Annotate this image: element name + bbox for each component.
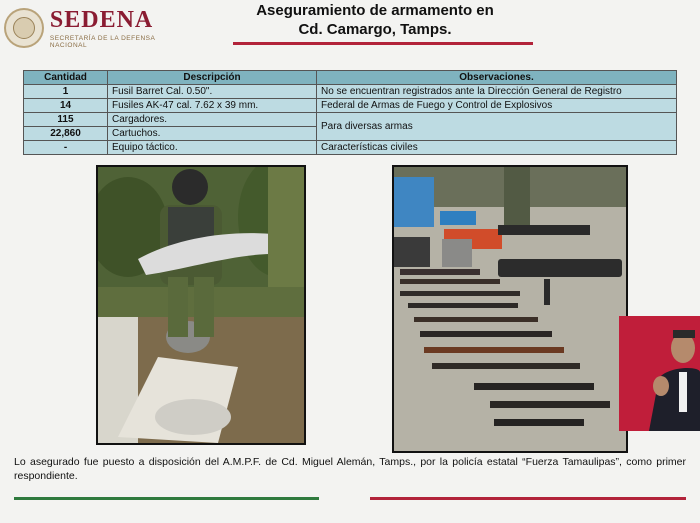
header-cantidad: Cantidad [24,71,108,85]
page-title [200,1,550,39]
header-descripcion: Descripción [108,71,317,85]
title-line-1: Aseguramiento de armamento en [256,2,494,19]
photo-weapons-illustration [394,167,626,451]
interpreter-illustration [619,316,700,431]
photo-seized-weapons [392,165,628,453]
interpreter-inset [619,316,700,431]
cell-qty: 1 [24,85,108,99]
footer-red-rule [370,497,686,500]
header-observaciones: Observaciones. [317,71,677,85]
photo-soldier-with-package [96,165,306,445]
sedena-logo [4,6,194,50]
cell-qty: 22,860 [24,127,108,141]
cell-qty: 14 [24,99,108,113]
cell-desc: Equipo táctico. [108,141,317,155]
logo-name: SEDENA [49,6,154,33]
table-header-row [24,71,677,85]
cell-obs: No se encuentran registrados ante la Dirección General de Registro [317,85,677,99]
inventory-table [23,70,677,155]
cell-obs: Federal de Armas de Fuego y Control de Explosivos [317,99,677,113]
footer-green-rule [14,497,319,500]
photo-soldier-illustration [98,167,304,443]
cell-desc: Fusil Barret Cal. 0.50". [108,85,317,99]
caption-text: Lo asegurado fue puesto a disposición del A.M.P.F. de Cd. Miguel Alemán, Tamps., por la policía estatal “Fuerza Tamaulipas”, como primer respondiente. [14,456,686,482]
cell-obs: Para diversas armas [317,113,677,141]
table-row [24,113,677,127]
logo-subtitle: SECRETARÍA DE LA DEFENSA NACIONAL [49,34,155,49]
national-seal-icon [4,8,44,48]
cell-desc: Fusiles AK-47 cal. 7.62 x 39 mm. [108,99,317,113]
cell-desc: Cartuchos. [108,127,317,141]
cell-qty: - [24,141,108,155]
table-row [24,85,677,99]
cell-obs: Características civiles [317,141,677,155]
table-row [24,99,677,113]
title-underline [233,42,533,45]
table-row [24,141,677,155]
cell-qty: 115 [24,113,108,127]
cell-desc: Cargadores. [108,113,317,127]
title-line-2: Cd. Camargo, Tamps. [298,21,452,38]
